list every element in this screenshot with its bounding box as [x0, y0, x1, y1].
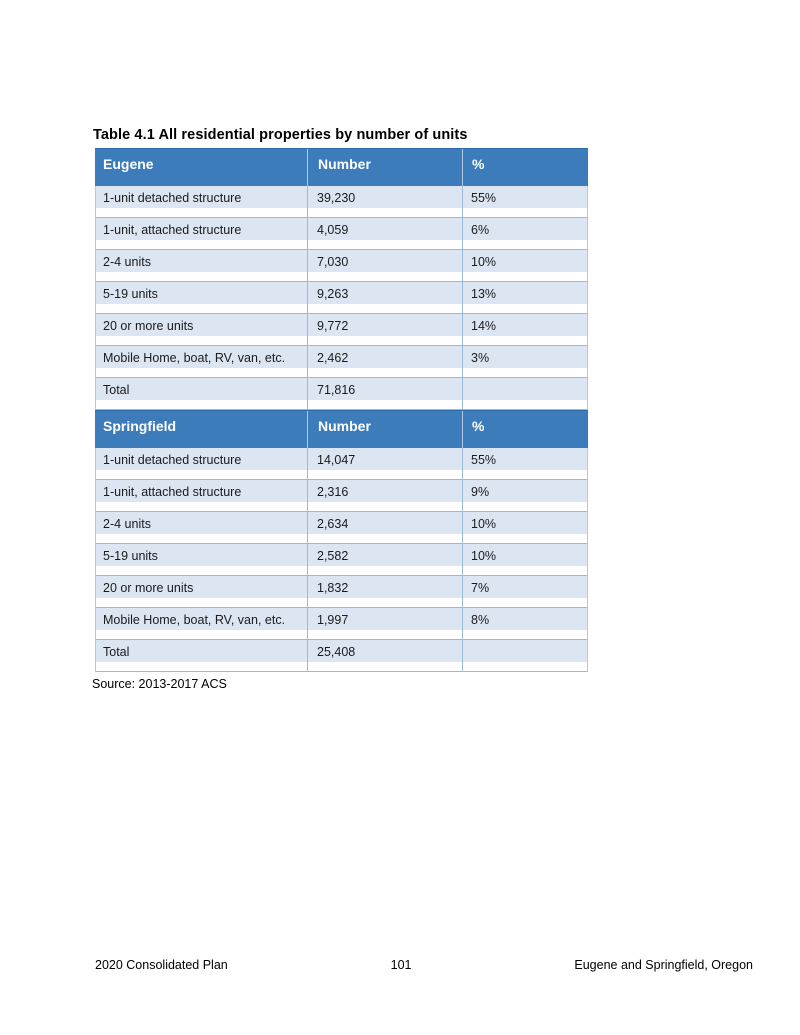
table-row — [95, 250, 588, 282]
row-number: 25,408 — [308, 640, 463, 671]
row-percent: 13% — [471, 287, 497, 301]
row-label: 20 or more units — [96, 576, 308, 607]
header-number: Number — [308, 149, 463, 186]
row-number: 9,263 — [308, 282, 463, 313]
footer-page-number: 101 — [390, 958, 412, 972]
table-title: Table 4.1 All residential properties by number of units — [93, 127, 468, 143]
row-label: Total — [96, 640, 308, 671]
row-percent: 10% — [471, 549, 497, 563]
row-percent — [463, 640, 587, 671]
row-label: 5-19 units — [96, 282, 308, 313]
row-label: 1-unit detached structure — [96, 186, 308, 217]
row-percent: 55% — [471, 191, 497, 205]
table-row — [95, 544, 588, 576]
row-percent — [463, 378, 587, 409]
row-percent: 9% — [471, 485, 490, 499]
table-row — [95, 282, 588, 314]
header-city: Springfield — [95, 411, 308, 448]
row-number: 1,832 — [308, 576, 463, 607]
header-city: Eugene — [95, 149, 308, 186]
footer-document-title: 2020 Consolidated Plan — [95, 958, 228, 972]
row-percent: 55% — [471, 453, 497, 467]
table-row — [95, 346, 588, 378]
row-label: 2-4 units — [96, 250, 308, 281]
row-label: 1-unit, attached structure — [96, 480, 308, 511]
row-percent: 7% — [471, 581, 490, 595]
table-row-total — [95, 640, 588, 672]
row-label: 2-4 units — [96, 512, 308, 543]
row-number: 1,997 — [308, 608, 463, 639]
row-label: Total — [96, 378, 308, 409]
table-row — [95, 218, 588, 250]
row-percent: 3% — [471, 351, 490, 365]
table-row-total — [95, 378, 588, 410]
header-number: Number — [308, 411, 463, 448]
row-number: 4,059 — [308, 218, 463, 249]
page-footer — [95, 958, 753, 972]
row-number: 9,772 — [308, 314, 463, 345]
table-header-row-springfield — [95, 410, 588, 448]
row-percent: 6% — [471, 223, 490, 237]
table-row — [95, 480, 588, 512]
row-number: 2,634 — [308, 512, 463, 543]
row-label: 1-unit detached structure — [96, 448, 308, 479]
row-label: 1-unit, attached structure — [96, 218, 308, 249]
table-row — [95, 608, 588, 640]
footer-location: Eugene and Springfield, Oregon — [574, 958, 753, 972]
row-percent: 8% — [471, 613, 490, 627]
table-row — [95, 512, 588, 544]
table-row — [95, 186, 588, 218]
residential-properties-table — [95, 148, 588, 672]
row-number: 7,030 — [308, 250, 463, 281]
header-percent: % — [472, 418, 485, 434]
header-percent: % — [472, 156, 485, 172]
row-label: 5-19 units — [96, 544, 308, 575]
page-content — [92, 127, 588, 691]
table-row — [95, 576, 588, 608]
row-percent: 10% — [471, 255, 497, 269]
row-number: 14,047 — [308, 448, 463, 479]
row-number: 2,316 — [308, 480, 463, 511]
row-percent: 14% — [471, 319, 497, 333]
row-percent: 10% — [471, 517, 497, 531]
row-label: Mobile Home, boat, RV, van, etc. — [96, 608, 308, 639]
table-source-note: Source: 2013-2017 ACS — [92, 677, 227, 691]
table-row — [95, 448, 588, 480]
row-number: 39,230 — [308, 186, 463, 217]
row-number: 71,816 — [308, 378, 463, 409]
row-number: 2,582 — [308, 544, 463, 575]
row-label: Mobile Home, boat, RV, van, etc. — [96, 346, 308, 377]
row-number: 2,462 — [308, 346, 463, 377]
row-label: 20 or more units — [96, 314, 308, 345]
table-row — [95, 314, 588, 346]
table-header-row-eugene — [95, 148, 588, 186]
